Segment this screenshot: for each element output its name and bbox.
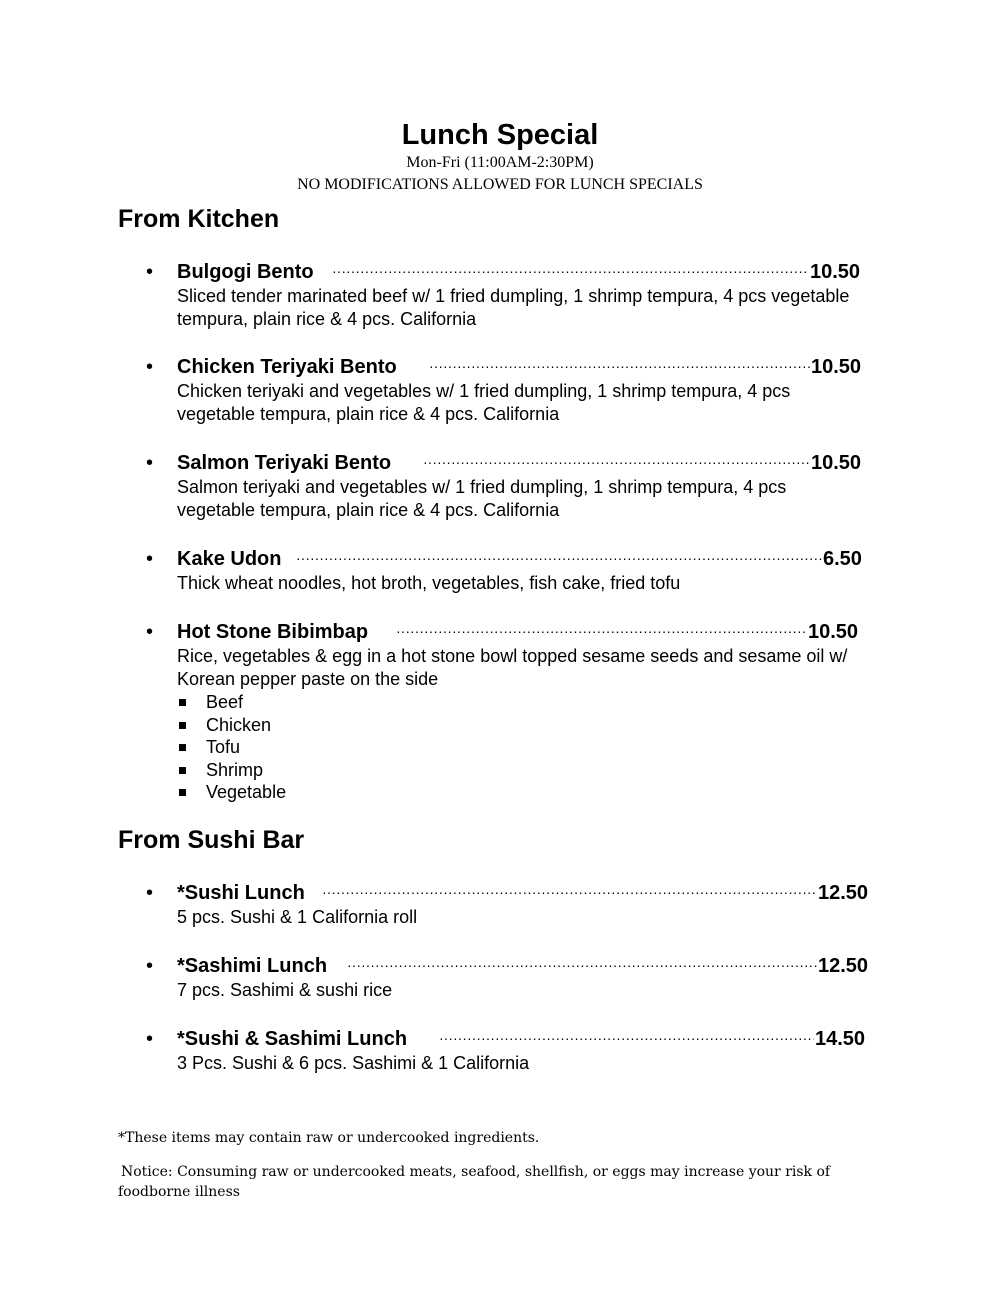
dot-leader <box>322 879 817 905</box>
bullet-icon: • <box>146 621 154 643</box>
item-description: Rice, vegetables & egg in a hot stone bowl topped sesame seeds and sesame oil w/ Korean pepper paste on the side <box>177 646 848 689</box>
option-item: Tofu <box>177 736 891 759</box>
dot-leader <box>396 618 807 644</box>
item-price: 12.50 <box>818 955 869 977</box>
dot-leader <box>296 545 822 571</box>
bullet-icon: • <box>146 882 154 904</box>
item-name: Salmon Teriyaki Bento <box>177 452 392 474</box>
item-name: Chicken Teriyaki Bento <box>177 356 397 378</box>
raw-ingredients-note: *These items may contain raw or undercooked ingredients. <box>118 1130 540 1146</box>
item-price: 6.50 <box>823 548 862 570</box>
bullet-icon: • <box>146 1028 154 1050</box>
item-name: Bulgogi Bento <box>177 261 314 283</box>
menu-item-sushi-lunch <box>146 879 886 929</box>
option-item: Shrimp <box>177 759 891 782</box>
dot-leader <box>429 353 810 379</box>
item-description: Salmon teriyaki and vegetables w/ 1 fried dumpling, 1 shrimp tempura, 4 pcs vegetable tempura, plain rice & 4 pcs. California <box>177 477 787 520</box>
bullet-icon: • <box>146 452 154 474</box>
bullet-icon: • <box>146 261 154 283</box>
square-bullet-icon <box>179 699 186 706</box>
option-item: Vegetable <box>177 781 891 804</box>
option-item: Chicken <box>177 714 891 737</box>
item-description: Thick wheat noodles, hot broth, vegetables, fish cake, fried tofu <box>177 573 681 593</box>
square-bullet-icon <box>179 789 186 796</box>
square-bullet-icon <box>179 722 186 729</box>
dot-leader <box>332 258 808 284</box>
bullet-icon: • <box>146 955 154 977</box>
modifications-notice: NO MODIFICATIONS ALLOWED FOR LUNCH SPECIALS <box>297 176 703 193</box>
dot-leader <box>439 1025 814 1051</box>
page-title: Lunch Special <box>401 119 599 151</box>
square-bullet-icon <box>179 767 186 774</box>
menu-item-sashimi-lunch <box>146 952 886 1002</box>
square-bullet-icon <box>179 744 186 751</box>
item-name: *Sashimi Lunch <box>177 955 328 977</box>
item-price: 10.50 <box>811 452 862 474</box>
item-description: Chicken teriyaki and vegetables w/ 1 fried dumpling, 1 shrimp tempura, 4 pcs vegetable tempura, plain rice & 4 pcs. California <box>177 381 791 424</box>
item-name: *Sushi & Sashimi Lunch <box>177 1028 408 1050</box>
protein-options-list <box>177 691 891 804</box>
item-price: 14.50 <box>815 1028 866 1050</box>
item-description: 3 Pcs. Sushi & 6 pcs. Sashimi & 1 California <box>177 1053 530 1073</box>
item-name: Hot Stone Bibimbap <box>177 621 369 643</box>
menu-item-hot-stone-bibimbap <box>146 618 891 804</box>
item-name: Kake Udon <box>177 548 282 570</box>
item-description: Sliced tender marinated beef w/ 1 fried dumpling, 1 shrimp tempura, 4 pcs vegetable tempura, plain rice & 4 pcs. California <box>177 286 850 329</box>
dot-leader <box>347 952 817 978</box>
bullet-icon: • <box>146 356 154 378</box>
menu-item-salmon-teriyaki-bento <box>146 449 876 522</box>
item-description: 5 pcs. Sushi & 1 California roll <box>177 907 418 927</box>
section-heading-sushi-bar: From Sushi Bar <box>118 826 305 854</box>
item-price: 10.50 <box>811 356 862 378</box>
menu-item-chicken-teriyaki-bento <box>146 353 876 426</box>
item-description: 7 pcs. Sashimi & sushi rice <box>177 980 393 1000</box>
menu-item-kake-udon <box>146 545 876 595</box>
consumer-advisory-notice: Notice: Consuming raw or undercooked meats, seafood, shellfish, or eggs may increase your risk of foodborne illness <box>118 1164 831 1200</box>
hours-text: Mon-Fri (11:00AM-2:30PM) <box>406 154 594 171</box>
menu-item-sushi-sashimi-lunch <box>146 1025 886 1075</box>
menu-item-bulgogi-bento <box>146 258 876 331</box>
option-item: Beef <box>177 691 891 714</box>
item-price: 10.50 <box>810 261 861 283</box>
dot-leader <box>423 449 810 475</box>
item-name: *Sushi Lunch <box>177 882 305 904</box>
bullet-icon: • <box>146 548 154 570</box>
item-price: 10.50 <box>808 621 859 643</box>
item-price: 12.50 <box>818 882 869 904</box>
section-heading-kitchen: From Kitchen <box>118 205 280 233</box>
